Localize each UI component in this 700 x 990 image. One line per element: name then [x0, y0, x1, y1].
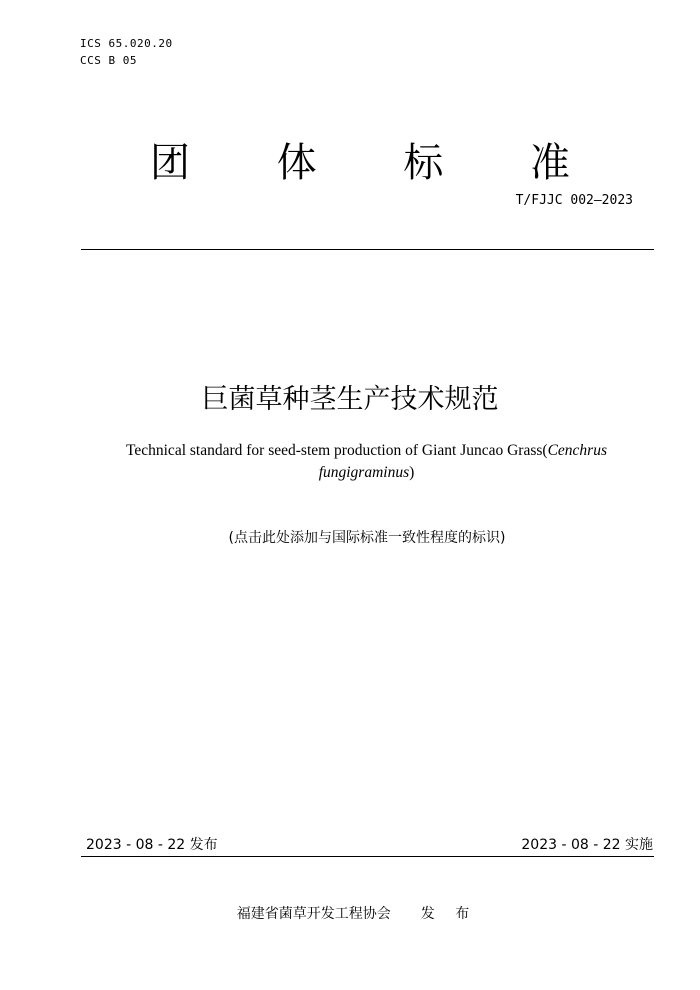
standard-type-char: 标 — [403, 140, 444, 186]
title-english-close: ) — [409, 464, 415, 481]
issue-date: 2023 - 08 - 22 发布 — [86, 837, 218, 853]
publisher-name: 福建省菌草开发工程协会 — [236, 906, 391, 922]
ccs-code: CCS B 05 — [80, 54, 137, 67]
publish-label: 发 布 — [420, 906, 478, 922]
title-chinese: 巨菌草种茎生产技术规范 — [201, 384, 499, 415]
title-english — [100, 440, 633, 484]
consistency-note-placeholder[interactable]: (点击此处添加与国际标准一致性程度的标识) — [228, 530, 506, 546]
header-divider — [81, 249, 654, 250]
implementation-date: 2023 - 08 - 22 实施 — [521, 837, 653, 853]
standard-type-char: 准 — [529, 140, 570, 186]
publisher-line — [0, 904, 700, 924]
title-english-genus: Cenchrus — [547, 442, 607, 459]
standard-type-char: 团 — [150, 140, 190, 186]
ics-code: ICS 65.020.20 — [80, 37, 173, 50]
footer-divider — [81, 856, 654, 857]
title-english-text: Technical standard for seed-stem production of Giant Juncao Grass( — [125, 442, 548, 459]
standard-number: T/FJJC 002—2023 — [515, 193, 633, 208]
standard-type-heading — [150, 135, 570, 191]
title-english-species: fungigraminus — [318, 464, 410, 481]
standard-type-char: 体 — [276, 140, 317, 186]
